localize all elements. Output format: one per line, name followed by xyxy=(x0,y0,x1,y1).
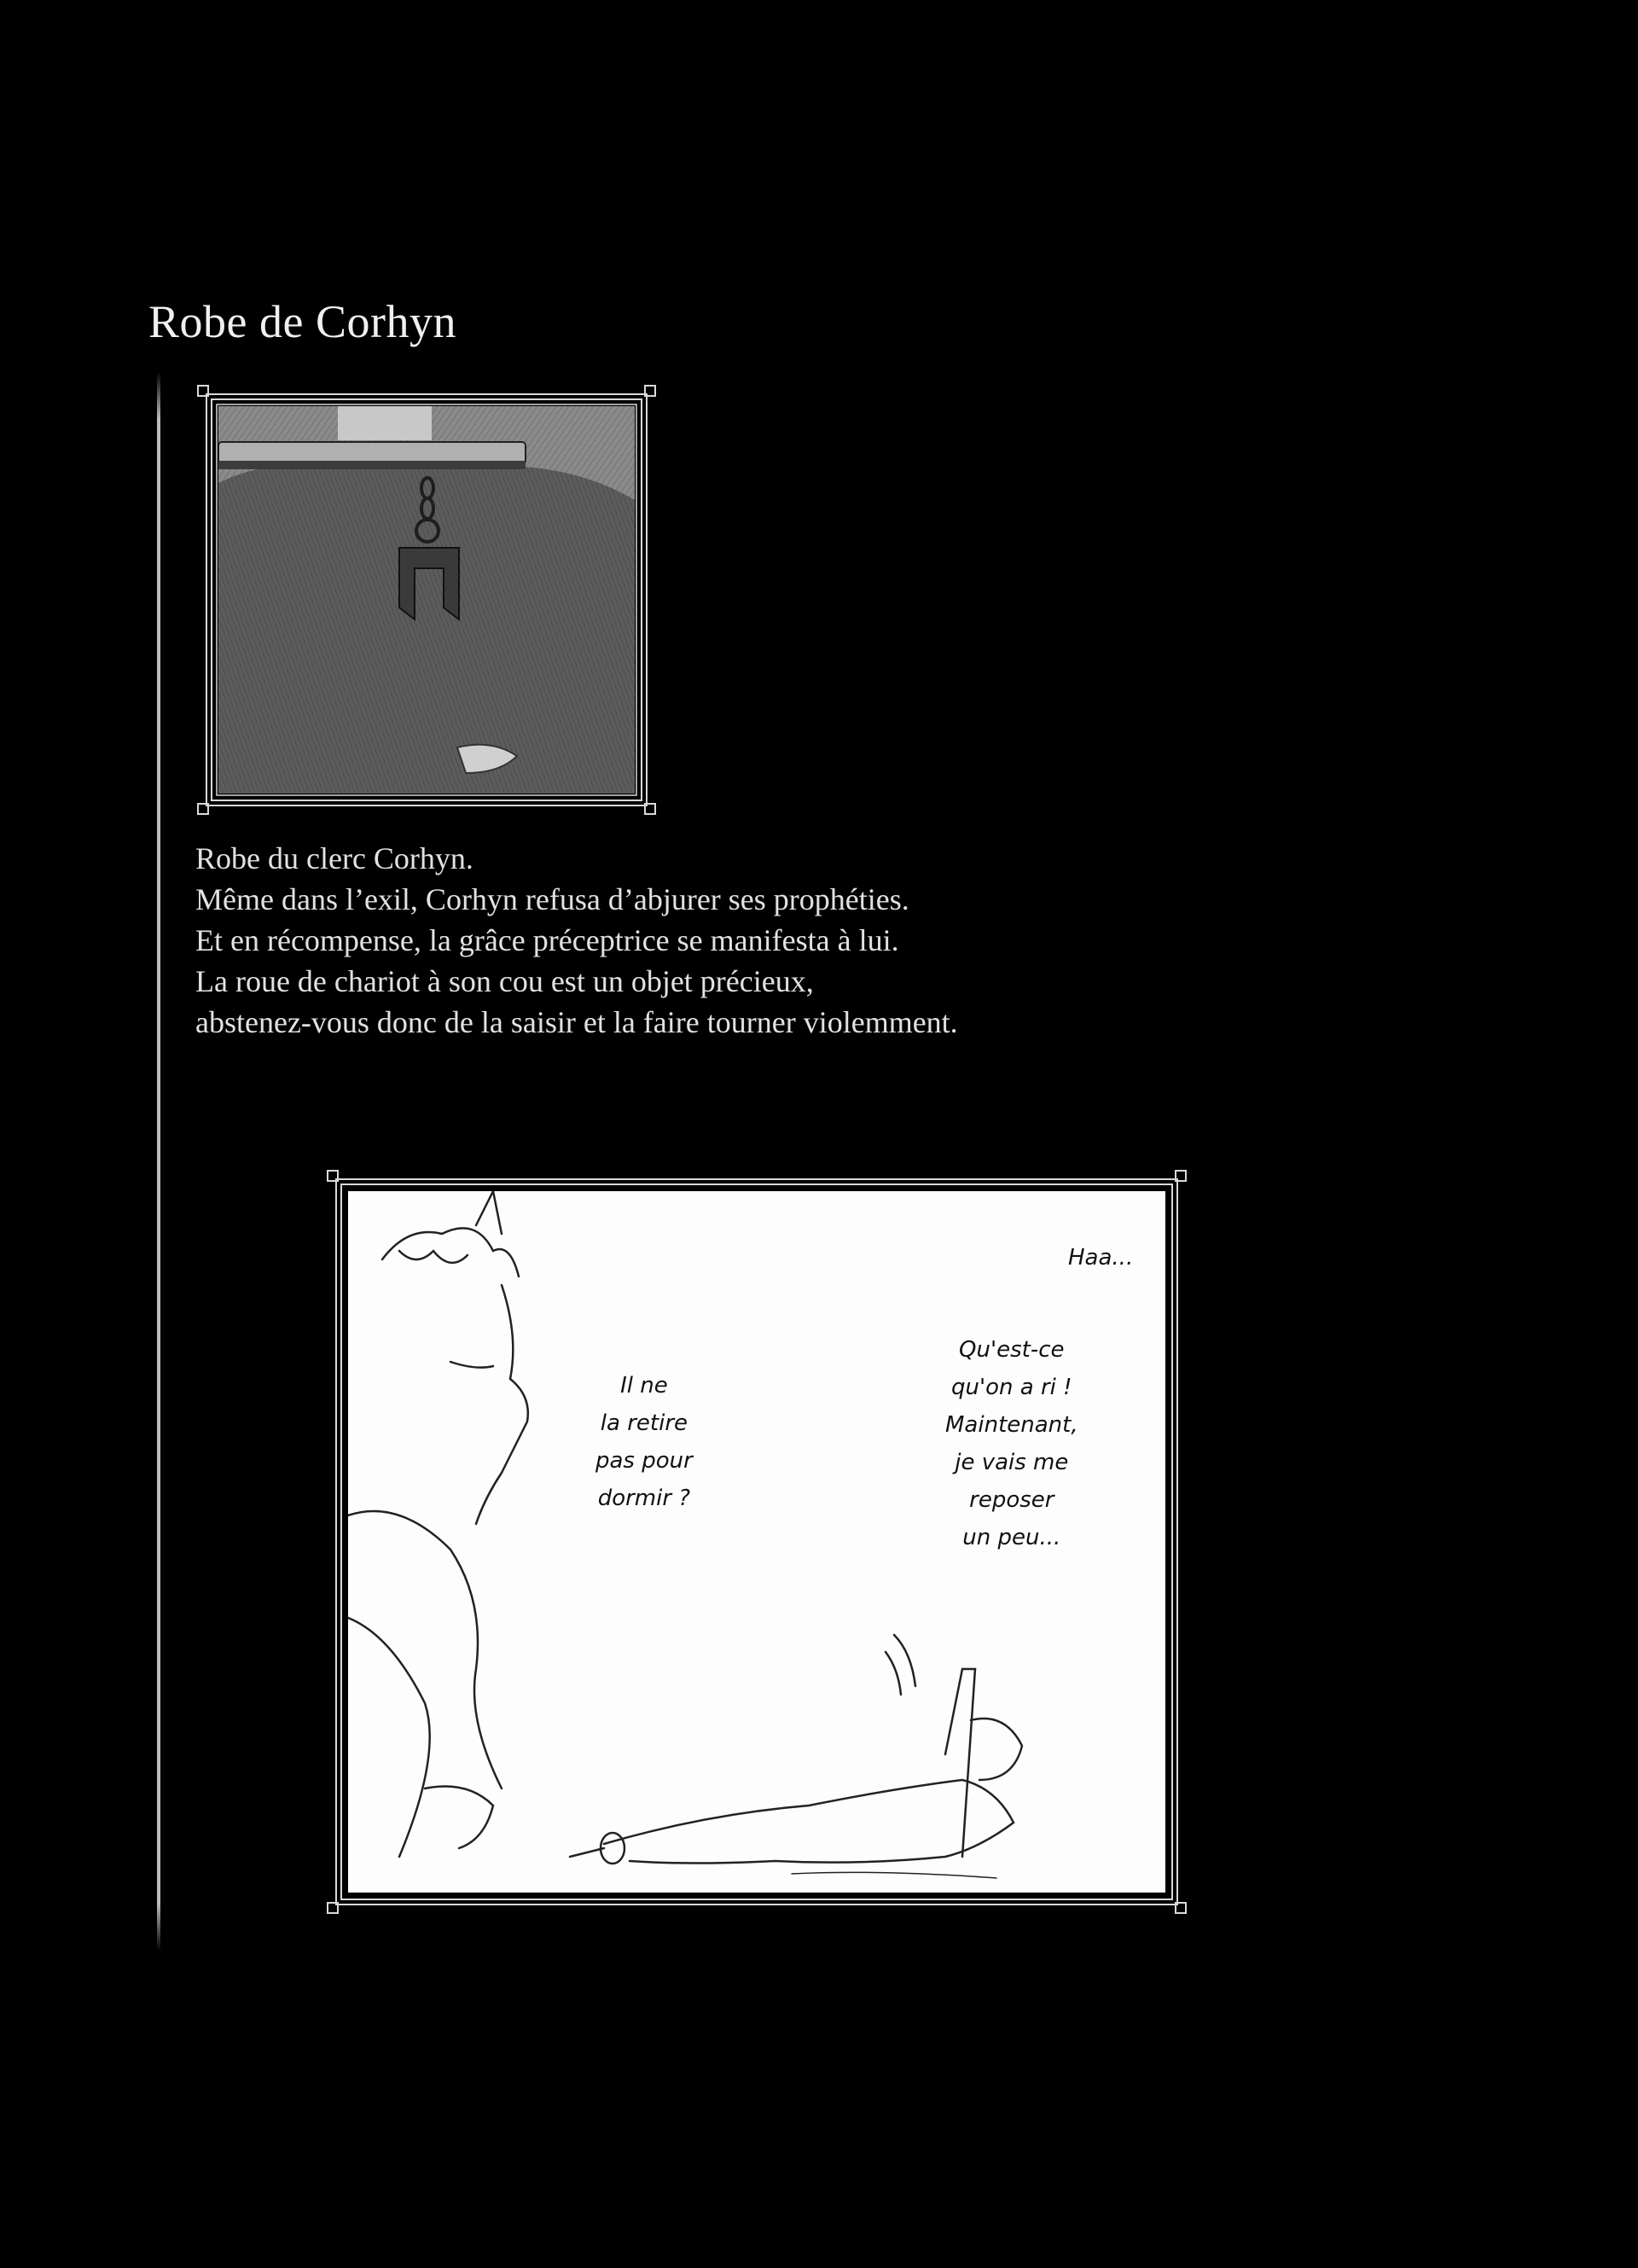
comic-panel-frame xyxy=(328,1171,1186,1913)
bubble-line: un peu... xyxy=(962,1525,1061,1550)
bubble-line: qu'on a ri ! xyxy=(951,1375,1072,1400)
description-line: abstenez-vous donc de la saisir et la faire tourner violemment. xyxy=(195,1005,958,1039)
item-portrait-frame xyxy=(198,386,655,814)
bubble-line: dormir ? xyxy=(597,1486,691,1511)
bubble-line: Qu'est-ce xyxy=(959,1337,1065,1363)
comic-panel xyxy=(348,1191,1165,1893)
description-line: Robe du clerc Corhyn. xyxy=(195,841,473,875)
description-line: Même dans l’exil, Corhyn refusa d’abjurer ses prophéties. xyxy=(195,882,909,916)
speech-bubble-right xyxy=(945,1331,1078,1556)
bubble-line: reposer xyxy=(969,1487,1054,1513)
corhyn-robe-illustration xyxy=(218,406,635,794)
item-title: Robe de Corhyn xyxy=(148,296,456,347)
description-line: La roue de chariot à son cou est un objet précieux, xyxy=(195,964,814,998)
sound-effect-text: Haa... xyxy=(1068,1245,1134,1271)
bubble-line: la retire xyxy=(600,1410,688,1436)
bubble-line: pas pour xyxy=(595,1448,693,1474)
bubble-line: Maintenant, xyxy=(945,1412,1078,1438)
item-description xyxy=(195,838,1219,1043)
speech-bubble-left xyxy=(595,1367,693,1517)
bubble-line: Il ne xyxy=(620,1373,668,1399)
description-line: Et en récompense, la grâce préceptrice se manifesta à lui. xyxy=(195,923,899,957)
side-divider xyxy=(157,372,160,1951)
bubble-line: je vais me xyxy=(955,1450,1069,1475)
